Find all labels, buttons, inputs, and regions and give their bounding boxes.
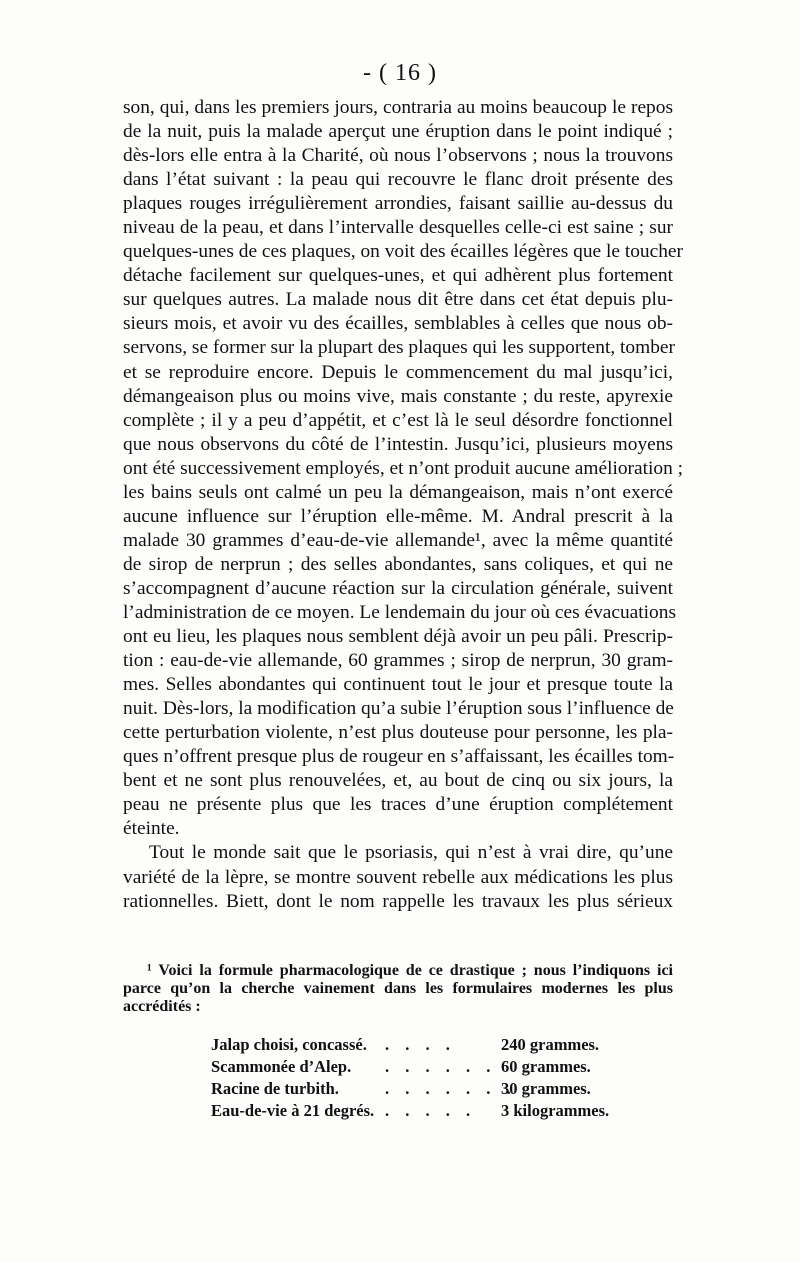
text-line: l’administration de ce moyen. Le lendemain du jour où ces évacuations: [123, 601, 676, 623]
ingredient-name: Jalap choisi, concassé.: [211, 1035, 367, 1054]
leader-dots: . . . . . .: [385, 1057, 497, 1076]
text-line: ont été successivement employés, et n’ont produit aucune amélioration ;: [123, 457, 684, 479]
text-line: nuit. Dès-lors, la modification qu’a subie l’éruption sous l’influence de: [123, 698, 674, 720]
text-line: tion : eau-de-vie allemande, 60 grammes ; sirop de nerprun, 30 gram-: [123, 650, 673, 672]
ingredient-quantity: 30 grammes.: [501, 1079, 591, 1098]
text-line: servons, se former sur la plupart des plaques qui les supportent, tomber: [123, 337, 675, 359]
text-line: complète ; il y a peu d’appétit, et c’est là le seul désordre fonctionnel: [123, 409, 673, 431]
text-line: son, qui, dans les premiers jours, contraria au moins beaucoup le repos: [123, 97, 673, 118]
formula-table: [123, 1034, 673, 1122]
leader-dots: . . . . .: [385, 1101, 477, 1120]
text-line: que nous observons du côté de l’intestin. Jusqu’ici, plusieurs moyens: [123, 433, 673, 455]
text-line: mes. Selles abondantes qui continuent tout le jour et presque toute la: [123, 674, 673, 696]
leader-dots: . . . . . . .: [385, 1079, 517, 1098]
footnote-line: parce qu’on la cherche vainement dans les formulaires modernes les plus: [123, 980, 673, 997]
text-line: niveau de la peau, et dans l’intervalle desquelles celle-ci est saine ; sur: [123, 217, 673, 239]
leader-dots: . . . .: [385, 1035, 456, 1054]
ingredient-name: Eau-de-vie à 21 degrés.: [211, 1101, 375, 1120]
text-line: ont eu lieu, les plaques nous semblent déjà avoir un peu pâli. Prescrip-: [123, 626, 673, 648]
text-line: peau ne présente plus que les traces d’une éruption complétement: [123, 794, 673, 816]
text-line: aucune influence sur l’éruption elle-même. M. Andral prescrit à la: [123, 505, 673, 527]
page-number: - ( 16 ): [363, 60, 437, 86]
formula-row: [123, 1034, 673, 1056]
text-line: cette perturbation violente, n’est plus douteuse pour personne, les pla-: [123, 722, 673, 744]
text-line: de la nuit, puis la malade aperçut une éruption dans le point indiqué ;: [123, 121, 673, 143]
ingredient-name: Racine de turbith.: [211, 1079, 339, 1098]
text-line: quelques-unes de ces plaques, on voit des écailles légères que le toucher: [123, 241, 683, 263]
footnote: [123, 962, 673, 1016]
ingredient-quantity: 60 grammes.: [501, 1057, 591, 1076]
formula-row: [123, 1100, 673, 1122]
text-line: éteinte.: [123, 818, 180, 840]
text-line: ques n’offrent presque plus de rougeur en s’affaissant, les écailles tom-: [123, 746, 675, 768]
ingredient-name: Scammonée d’Alep.: [211, 1057, 352, 1076]
text-line: sieurs mois, et avoir vu des écailles, semblables à celles que nous ob-: [123, 313, 673, 335]
text-line: variété de la lèpre, se montre souvent rebelle aux médications les plus: [123, 866, 673, 888]
text-line: et se reproduire encore. Depuis le commencement du mal jusqu’ici,: [123, 361, 673, 383]
text-line: bent et ne sont plus renouvelées, et, au bout de cinq ou six jours, la: [123, 770, 673, 792]
paragraph-start-line: Tout le monde sait que le psoriasis, qui n’est à vrai dire, qu’une: [149, 842, 673, 864]
text-line: détache facilement sur quelques-unes, et qui adhèrent plus fortement: [123, 265, 673, 287]
formula-row: [123, 1056, 673, 1078]
text-line: démangeaison plus ou moins vive, mais constante ; du reste, apyrexie: [123, 385, 673, 407]
footnote-line: ¹ Voici la formule pharmacologique de ce drastique ; nous l’indiquons ici: [147, 962, 673, 979]
ingredient-quantity: 240 grammes.: [501, 1035, 600, 1054]
text-line: plaques rouges irrégulièrement arrondies, faisant saillie au-dessus du: [123, 193, 673, 215]
text-line: rationnelles. Biett, dont le nom rappelle les travaux les plus sérieux: [123, 890, 673, 912]
text-line: sur quelques autres. La malade nous dit être dans cet état depuis plu-: [123, 289, 673, 311]
footnote-line: accrédités :: [123, 998, 201, 1015]
ingredient-quantity: 3 kilogrammes.: [501, 1101, 610, 1120]
body-text: [123, 96, 684, 914]
text-line: les bains seuls ont calmé un peu la démangeaison, mais n’ont exercé: [123, 481, 673, 503]
text-line: s’accompagnent d’aucune réaction sur la circulation générale, suivent: [123, 577, 673, 599]
formula-row: [123, 1078, 673, 1100]
text-line: dès-lors elle entra à la Charité, où nous l’observons ; nous la trouvons: [123, 145, 673, 167]
text-line: malade 30 grammes d’eau-de-vie allemande¹, avec la même quantité: [123, 529, 673, 551]
text-line: de sirop de nerprun ; des selles abondantes, sans coliques, et qui ne: [123, 553, 673, 575]
text-line: dans l’état suivant : la peau qui recouvre le flanc droit présente des: [123, 169, 673, 191]
